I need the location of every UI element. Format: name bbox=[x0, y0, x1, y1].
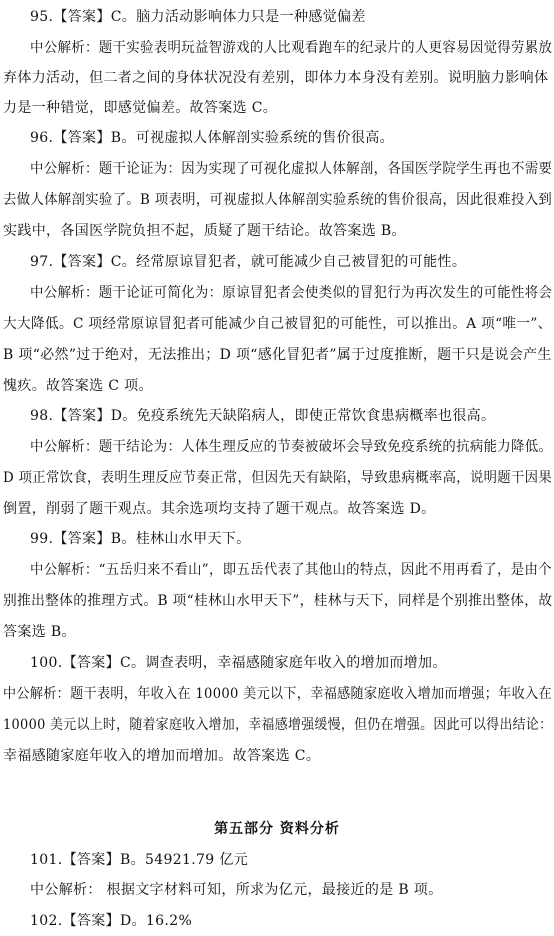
analysis-99-line-3: 答案选 B。 bbox=[3, 624, 76, 640]
analysis-98-line-2: D 项正常饮食，表明生理反应节奏正常，但因先天有缺陷，导致患病概率高，说明题干因果 bbox=[3, 470, 553, 486]
answer-97: 97.【答案】C。经常原谅冒犯者，就可能减少自己被冒犯的可能性。 bbox=[30, 254, 467, 270]
analysis-98-line-3: 倒置，削弱了题干观点。其余选项均支持了题干观点。故答案选 D。 bbox=[3, 501, 436, 517]
analysis-97-line-2: 大大降低。C 项经常原谅冒犯者可能减少自己被冒犯的可能性，可以推出。A 项“唯一”、 bbox=[3, 316, 552, 332]
analysis-99-line-2: 别推出整体的推理方式。B 项“桂林山水甲天下”，桂林与天下，同样是个别推出整体，故 bbox=[3, 593, 553, 609]
analysis-97-line-3: B 项“必然”过于绝对，无法推出；D 项“感化冒犯者”属于过度推断，题干只是说会产生 bbox=[3, 347, 552, 363]
answer-100: 100.【答案】C。调查表明，幸福感随家庭年收入的增加而增加。 bbox=[30, 655, 447, 671]
answer-96: 96.【答案】B。可视虚拟人体解剖实验系统的售价很高。 bbox=[30, 130, 395, 146]
analysis-97-line-4: 愧疚。故答案选 C 项。 bbox=[3, 378, 153, 394]
analysis-96-line-3: 实践中，各国医学院负担不起，质疑了题干结论。故答案选 B。 bbox=[3, 223, 406, 239]
analysis-97-line-1: 中公解析：题干论证可简化为：原谅冒犯者会使类似的冒犯行为再次发生的可能性将会 bbox=[30, 285, 553, 301]
analysis-95-line-3: 力是一种错觉，即感觉偏差。故答案选 C。 bbox=[3, 100, 278, 116]
analysis-100-line-2: 10000 美元以上时，随着家庭收入增加，幸福感增强缓慢，但仍在增强。因此可以得出结论： bbox=[3, 717, 553, 733]
analysis-96-line-2: 去做人体解剖实验了。B 项表明，可视虚拟人体解剖实验系统的售价很高，因此很难投入到 bbox=[3, 192, 553, 208]
analysis-101-line-1: 中公解析： 根据文字材料可知，所求为亿元，最接近的是 B 项。 bbox=[30, 882, 443, 898]
analysis-98-line-1: 中公解析：题干结论为：人体生理反应的节奏被破坏会导致免疫系统的抗病能力降低。 bbox=[30, 439, 553, 455]
analysis-99-line-1: 中公解析：“五岳归来不看山”，即五岳代表了其他山的特点，因此不用再看了，是由个 bbox=[30, 562, 552, 578]
answer-95: 95.【答案】C。脑力活动影响体力只是一种感觉偏差 bbox=[30, 9, 366, 25]
answer-98: 98.【答案】D。免疫系统先天缺陷病人，即使正常饮食患病概率也很高。 bbox=[30, 408, 496, 424]
answer-101: 101.【答案】B。54921.79 亿元 bbox=[30, 852, 249, 868]
section-title: 第五部分 资料分析 bbox=[214, 821, 340, 837]
answer-99: 99.【答案】B。桂林山水甲天下。 bbox=[30, 531, 251, 547]
analysis-100-line-1: 中公解析：题干表明，年收入在 10000 美元以下，幸福感随家庭收入增加而增强；年收入在 bbox=[3, 686, 552, 702]
analysis-95-line-1: 中公解析：题干实验表明玩益智游戏的人比观看跑车的纪录片的人更容易因觉得劳累放 bbox=[30, 40, 553, 56]
analysis-95-line-2: 弃体力活动，但二者之间的身体状况没有差别，即体力本身没有差别。说明脑力影响体 bbox=[3, 70, 549, 86]
answer-102: 102.【答案】D。16.2% bbox=[30, 913, 193, 929]
analysis-96-line-1: 中公解析：题干论证为：因为实现了可视化虚拟人体解剖，各国医学院学生再也不需要 bbox=[30, 161, 553, 177]
analysis-100-line-3: 幸福感随家庭年收入的增加而增加。故答案选 C。 bbox=[3, 748, 321, 764]
